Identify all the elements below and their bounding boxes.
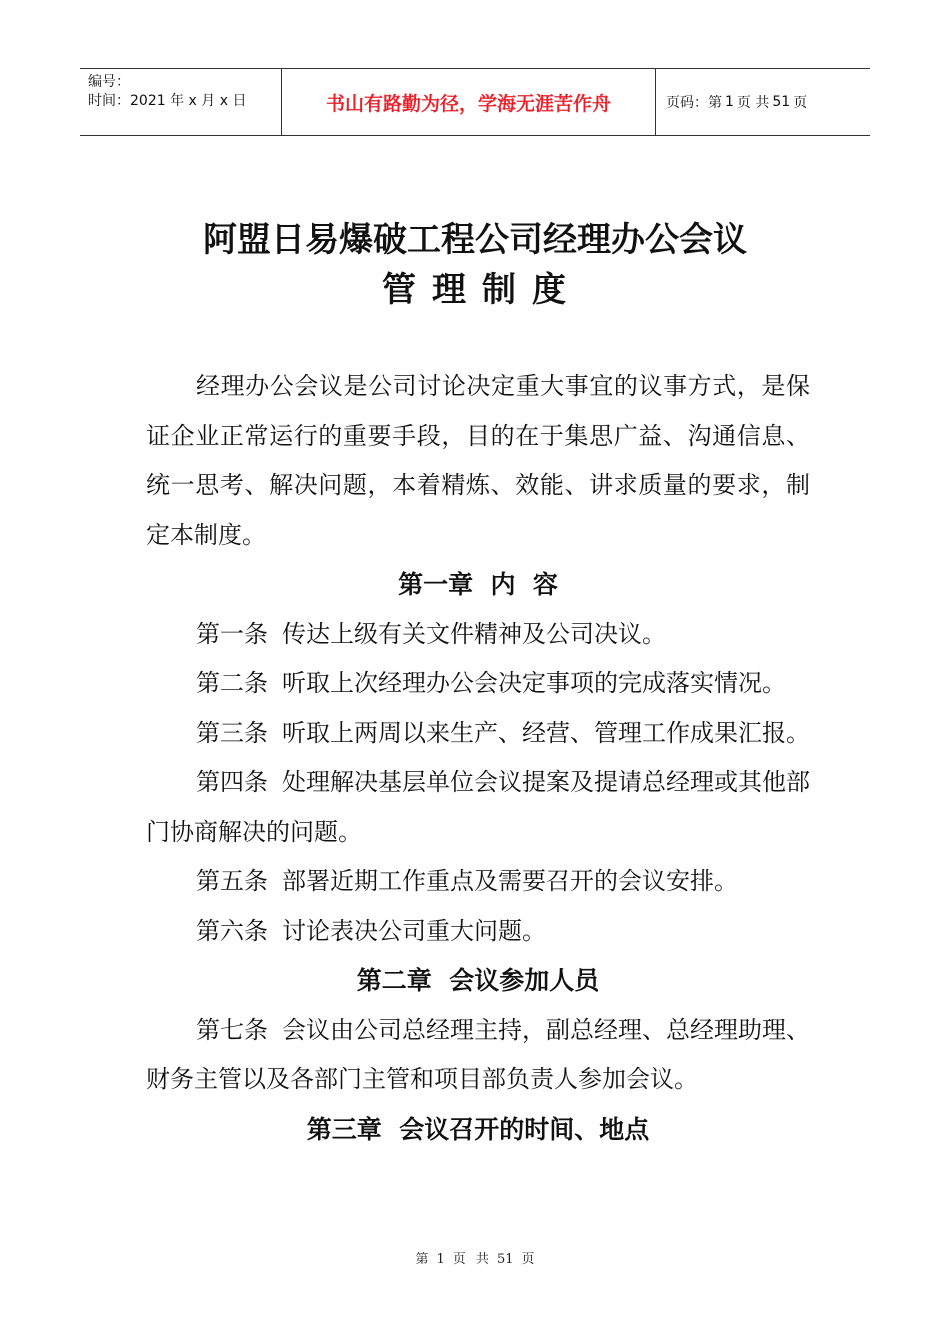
article-5 <box>146 857 810 907</box>
page-footer <box>0 1248 950 1267</box>
document-time-label: 时间：2021 年 x 月 x 日 <box>88 93 247 109</box>
article-6 <box>146 907 810 957</box>
article-label: 第四条 <box>196 768 268 796</box>
header-motto: 书山有路勤为径，学海无涯苦作舟 <box>282 69 656 135</box>
footer-current: 1 <box>436 1252 445 1267</box>
header-page-current: 1 <box>725 94 734 110</box>
footer-suffix: 页 <box>521 1252 535 1267</box>
chapter-2-heading: 第二章 会议参加人员 <box>356 966 600 995</box>
article-label: 第六条 <box>196 916 268 945</box>
document-number-label: 编号： <box>88 74 130 90</box>
article-text: 听取上两周以来生产、经营、管理工作成果汇报。 <box>282 718 810 747</box>
article-label: 第二条 <box>196 669 268 697</box>
article-text: 听取上次经理办公会决定事项的完成落实情况。 <box>282 669 786 697</box>
header-meta-cell <box>80 69 282 135</box>
footer-mid: 页 共 <box>452 1252 489 1267</box>
article-1 <box>146 610 810 660</box>
header-page-prefix: 页码：第 <box>666 95 722 111</box>
document-body <box>146 362 810 1154</box>
footer-prefix: 第 <box>415 1252 429 1267</box>
article-label: 第一条 <box>196 619 268 648</box>
article-3 <box>146 709 810 759</box>
article-label: 第三条 <box>196 718 268 747</box>
article-text: 部署近期工作重点及需要召开的会议安排。 <box>282 867 738 895</box>
article-4 <box>146 758 810 857</box>
header-page-info <box>656 69 870 135</box>
article-label: 第五条 <box>196 867 268 895</box>
article-label: 第七条 <box>196 1015 268 1044</box>
intro-paragraph: 经理办公会议是公司讨论决定重大事宜的议事方式，是保证企业正常运行的重要手段，目的在于集思广益、沟通信息、统一思考、解决问题，本着精炼、效能、讲求质量的要求，制定本制度。 <box>146 372 810 549</box>
header-page-mid: 页 共 <box>736 95 770 111</box>
article-text: 传达上级有关文件精神及公司决议。 <box>282 619 666 648</box>
header-page-total: 51 <box>772 94 791 110</box>
chapter-1-heading: 第一章 内 容 <box>398 570 558 599</box>
document-title-line1: 阿盟日易爆破工程公司经理办公会议 <box>203 220 747 260</box>
document-title-line2: 管理制度 <box>382 270 582 310</box>
article-text: 处理解决基层单位会议提案及提请总经理或其他部门协商解决的问题。 <box>146 768 810 846</box>
document-header <box>80 68 870 136</box>
chapter-3-heading: 第三章 会议召开的时间、地点 <box>306 1114 650 1144</box>
footer-total: 51 <box>496 1252 514 1267</box>
article-2 <box>146 659 810 709</box>
article-7 <box>146 1006 810 1105</box>
article-text: 会议由公司总经理主持，副总经理、总经理助理、财务主管以及各部门主管和项目部负责人参加会议。 <box>146 1015 810 1093</box>
article-text: 讨论表决公司重大问题。 <box>282 916 546 945</box>
header-page-suffix: 页 <box>793 95 808 111</box>
